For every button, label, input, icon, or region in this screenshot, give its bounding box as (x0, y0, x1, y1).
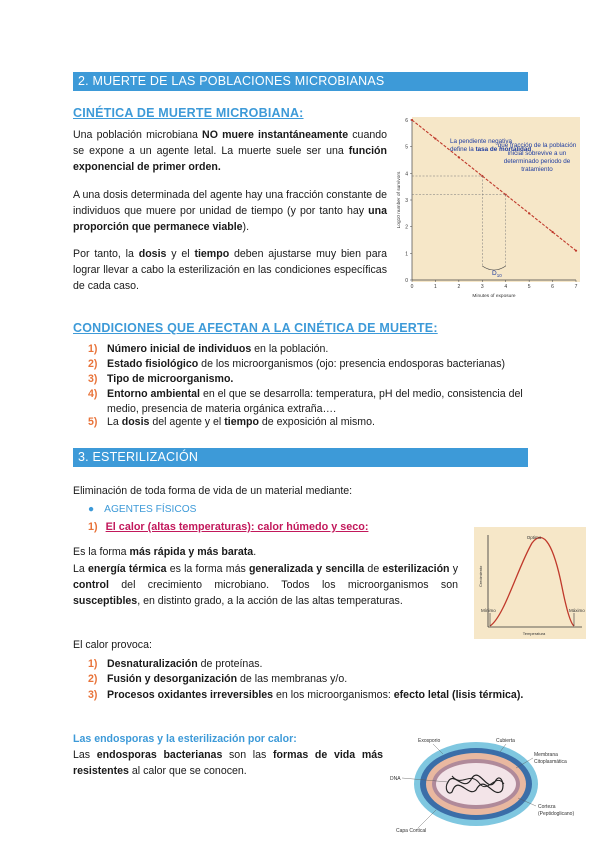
conditions-list (88, 342, 528, 417)
spores-paragraph: Las endosporas y la esterilización por calor: Las endosporas bacterianas son las formas de vida más resistentes al calor que se conocen. (73, 733, 384, 777)
chart-background (474, 527, 586, 639)
death-curve-chart (396, 112, 584, 302)
cytoplasmic-label: Citoplasmática (534, 759, 567, 765)
coat-label: Cubierta (496, 738, 515, 744)
membrane-label: Membrana (534, 752, 558, 758)
condition-item: 5) La dosis del agente y el tiempo de exposición al mismo. (88, 416, 375, 428)
slope-annotation-line1: La pendiente negativa (450, 138, 512, 145)
x-axis-label: Minutes of exposure (472, 294, 516, 299)
exosporium-label: Exosporio (418, 738, 441, 744)
condition-item: 3) Tipo de microorganismo. (88, 373, 234, 385)
conditions-list-5 (88, 415, 528, 430)
data-point (458, 156, 460, 158)
thermal-energy-paragraph: La energía térmica es la forma más generalizada y sencilla de esterilización y control del crecimiento microbiano. Todos los microorganismos son susceptibles, en distinto grado, a la acción de las altas temperaturas. (73, 563, 458, 607)
data-point (551, 231, 553, 233)
heat-causes-label: El calor provoca: (73, 639, 152, 651)
temperature-axis-label: Temperatura (522, 631, 546, 636)
x-tick-label: 6 (551, 284, 554, 290)
kinetics-heading: CINÉTICA DE MUERTE MICROBIANA: (73, 106, 304, 120)
effect-item: 3) Procesos oxidantes irreversibles en los microorganismos: efecto letal (lisis térmica). (88, 689, 524, 701)
section-2-title: 2. MUERTE DE LAS POBLACIONES MICROBIANAS (73, 72, 528, 91)
condition-item: 1) Número inicial de individuos en la población. (88, 343, 329, 355)
cortex-sub-label: (Peptidoglicano) (538, 811, 575, 817)
y-tick-label: 1 (405, 251, 408, 258)
condition-item: 4) Entorno ambiental en el que se desarrolla: temperatura, pH del medio, consistencia del medio, presencia de materia orgánica extraña…. (88, 388, 523, 415)
endospore-diagram (388, 734, 588, 848)
y-tick-label: 6 (405, 118, 408, 124)
y-tick-label: 0 (405, 278, 408, 284)
fraction-annotation: que fracción de la población inicial sobrevive a un determinado periodo de tratamiento (497, 142, 577, 173)
data-point (528, 212, 530, 214)
heat-fast-paragraph: Es la forma más rápida y más barata. (73, 546, 257, 558)
y-tick-label: 3 (405, 198, 408, 204)
condition-item: 2) Estado fisiológico de los microorganismos (ojo: presencia endosporas bacterianas) (88, 358, 506, 370)
x-tick-label: 1 (434, 284, 437, 290)
x-tick-label: 3 (480, 284, 484, 290)
heat-effects-list-3 (88, 688, 526, 703)
d10-label: $D_{10}$ (492, 270, 502, 278)
heat-effects-list (88, 657, 528, 687)
x-tick-label: 0 (410, 284, 414, 290)
slope-annotation-line2: define la tasa de mortalidad (450, 146, 532, 153)
y-axis-label: Log10 number of survivors (397, 171, 402, 229)
y-tick-label: 4 (405, 171, 408, 178)
cortex-label: Corteza (538, 804, 556, 810)
kinetics-paragraph-1: Una población microbiana NO muere instantáneamente cuando se expone a un agente letal. La muerte suele ser una función exponencial de primer orden. (73, 129, 388, 173)
maximum-label: Máximo (569, 608, 585, 613)
growth-axis-label: Crecimiento (478, 565, 483, 587)
sterilization-intro: Eliminación de toda forma de vida de un material mediante: (73, 485, 353, 497)
heat-heading: 1) El calor (altas temperaturas): calor húmedo y seco: (88, 521, 369, 533)
x-tick-label: 7 (574, 284, 578, 290)
x-tick-label: 5 (527, 284, 531, 290)
temperature-growth-chart (474, 527, 586, 639)
physical-agents-bullet: ● AGENTES FÍSICOS (88, 504, 197, 515)
data-point (411, 119, 413, 121)
kinetics-paragraph-3: Por tanto, la dosis y el tiempo deben ajustarse muy bien para lograr llevar a cabo la esterilización en las condiciones específicas de cada caso. (73, 248, 388, 292)
bullet-dot-icon: ● (88, 504, 95, 515)
section-3-title: 3. ESTERILIZACIÓN (73, 448, 528, 467)
x-tick-label: 2 (457, 284, 461, 290)
y-tick-label: 5 (405, 144, 408, 151)
y-tick-label: 2 (405, 224, 408, 231)
optimum-label: Optimo (526, 535, 542, 540)
kinetics-paragraph-2: A una dosis determinada del agente hay una fracción constante de individuos que muere por unidad de tiempo (y por tanto hay una proporción que permanece viable). (73, 189, 387, 233)
dna-label: DNA (390, 776, 401, 782)
effect-item: 1) Desnaturalización de proteínas. (88, 658, 263, 670)
data-point (434, 138, 436, 140)
data-point (575, 250, 577, 252)
effect-item: 2) Fusión y desorganización de las membranas y/o. (88, 673, 348, 685)
cortical-layer-label: Capa Cortical (396, 828, 427, 834)
x-tick-label: 4 (504, 284, 508, 290)
conditions-heading: CONDICIONES QUE AFECTAN A LA CINÉTICA DE MUERTE: (73, 321, 438, 335)
minimum-label: Mínimo (481, 608, 496, 613)
